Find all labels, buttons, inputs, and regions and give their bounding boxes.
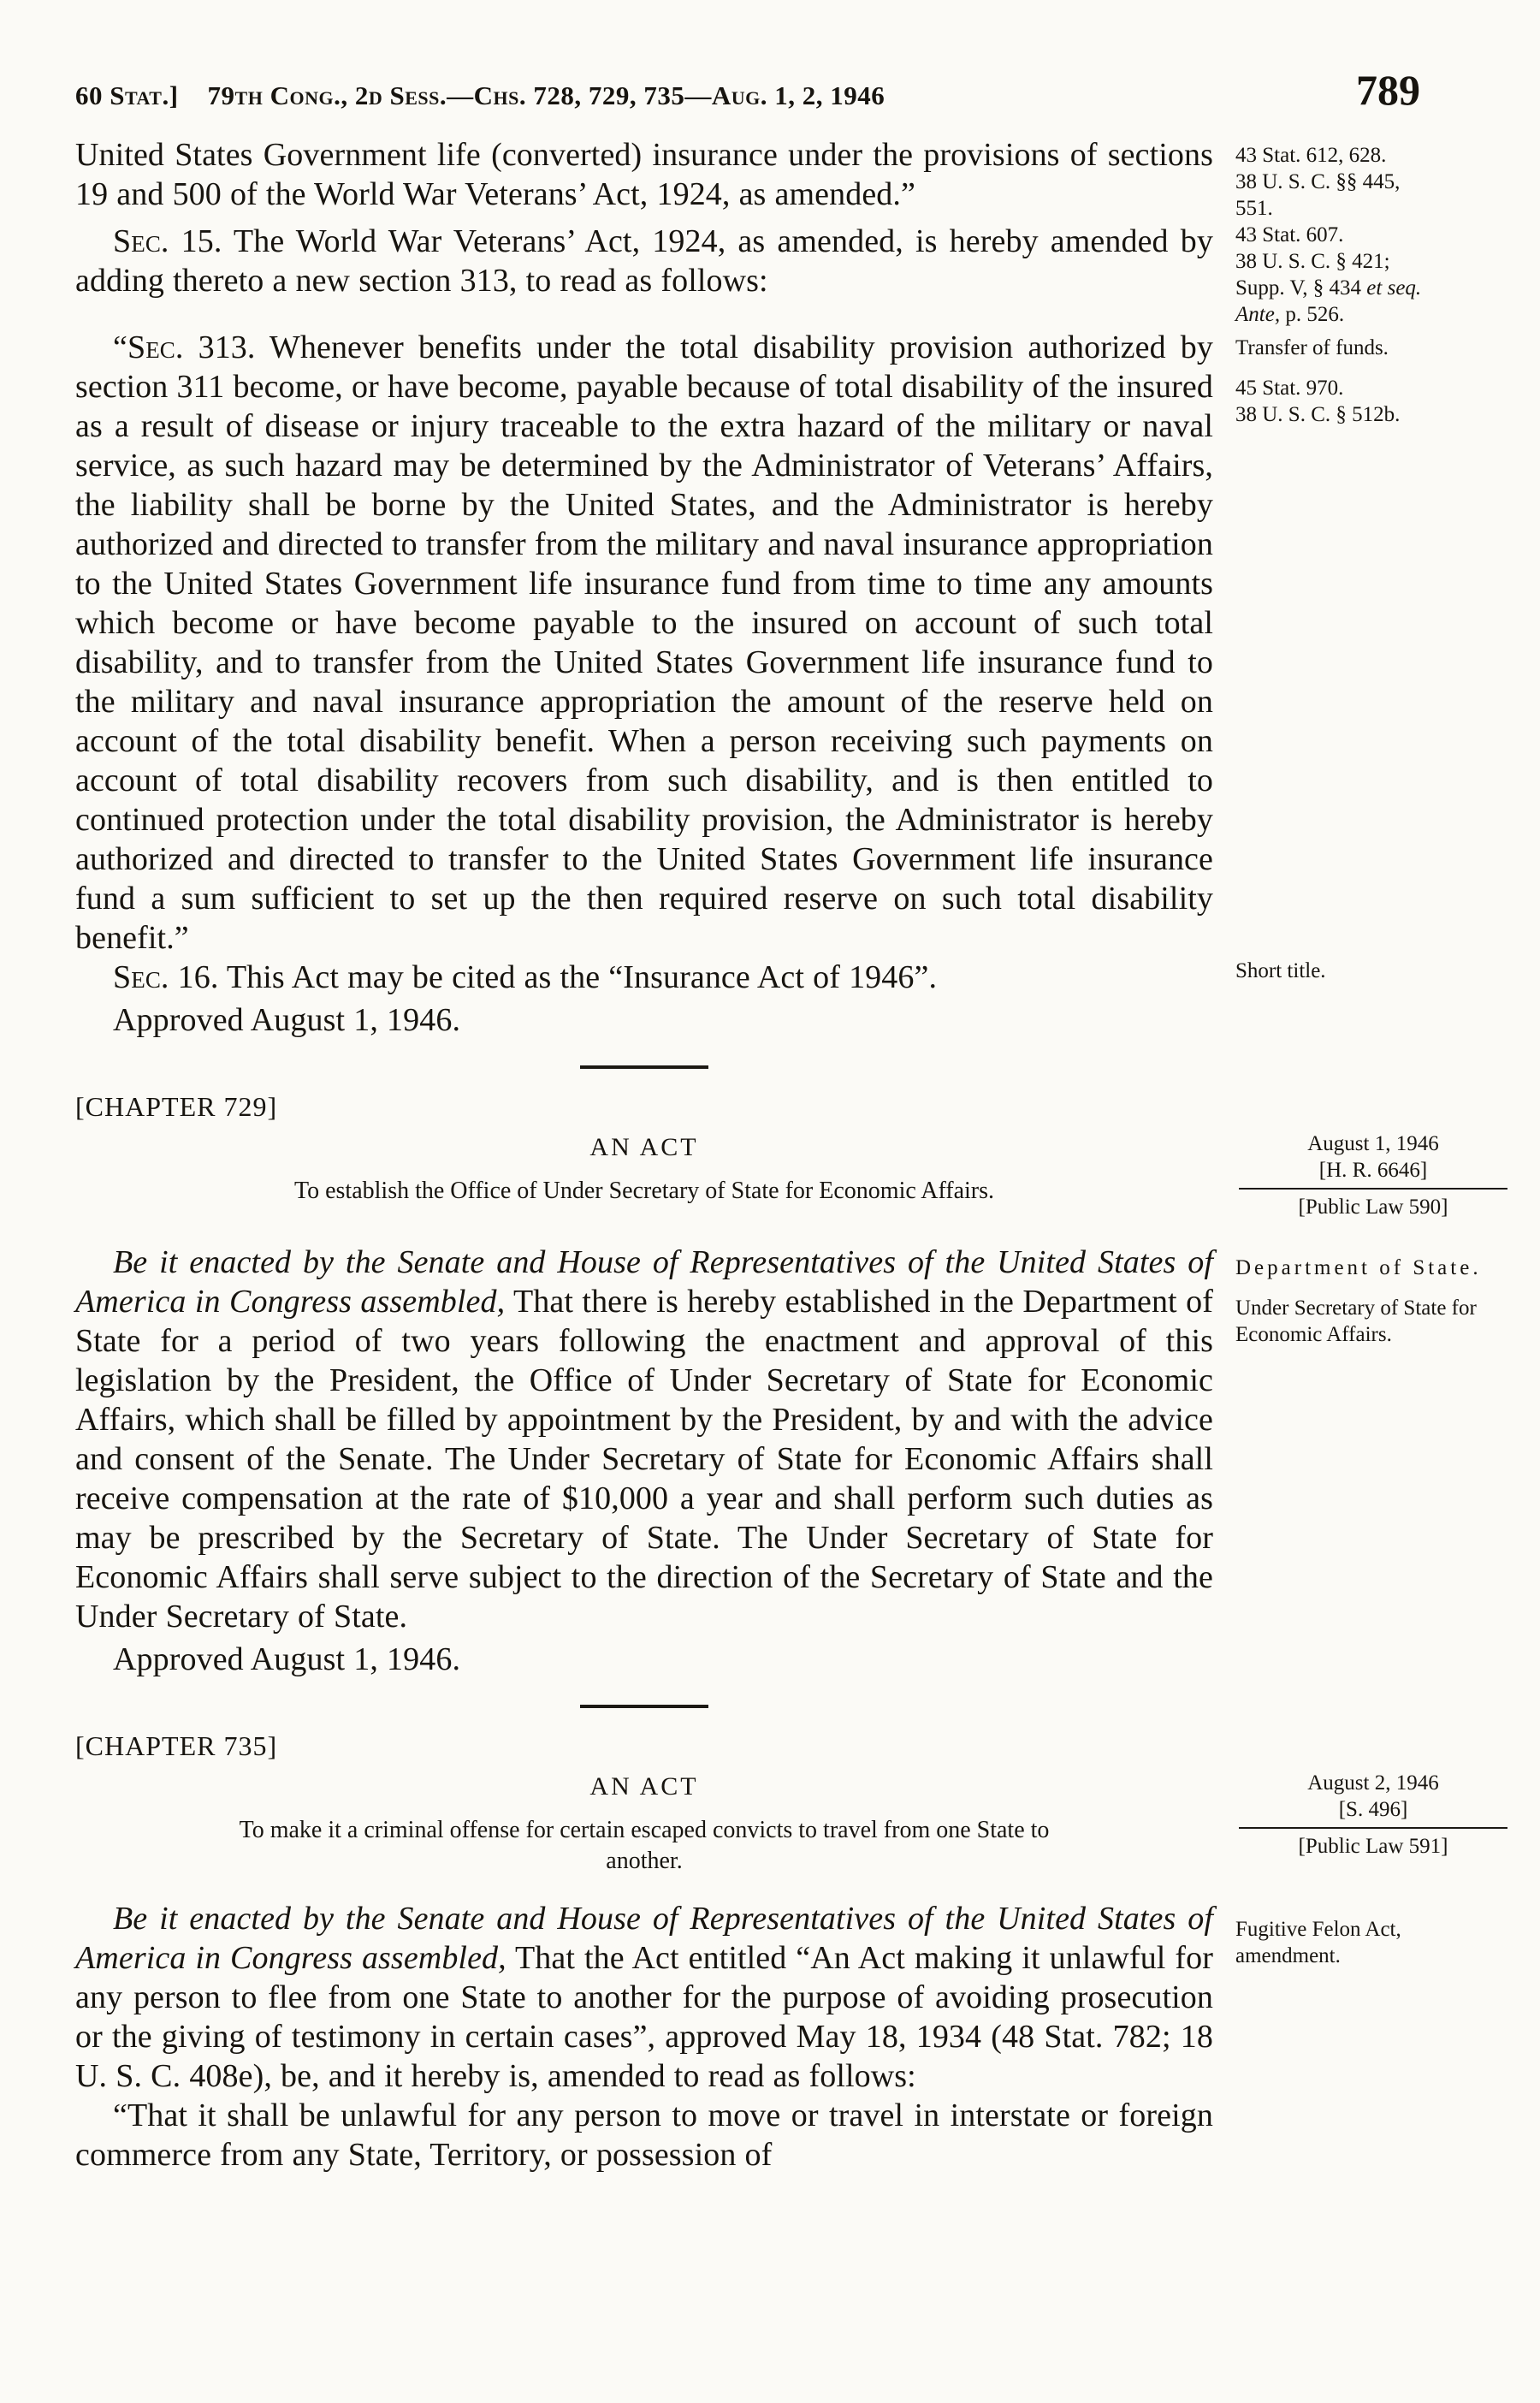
section-label: “Sec. 313. [113,329,256,365]
public-law-number: [Public Law 591] [1298,1835,1448,1858]
enacted-text: That there is hereby established in the Department of State for a period of two years following the enactment and approval of this legislation by the President, the Office of Under Secretary of State for Economic Affairs, which shall be filled by appointment by the President, by and with the advice and consent of the Senate. The Under Secretary of State for Economic Affairs shall receive compensation at the rate of $10,000 a year and shall perform such duties as may be prescribed by the Secretary of State. The Under Secretary of State for Economic Affairs shall serve subject to the direction of the Secretary of State and the Under Secretary of State. [75,1284,1213,1635]
citation-line: 38 U. S. C. § 512b. [1235,403,1401,426]
section-text: The World War Veterans’ Act, 1924, as amended, is hereby amended by adding thereto a new section 313, to read as follows: [75,223,1213,299]
paragraph-continuation: United States Government life (converted) insurance under the provisions of sections 19 and 500 of the World War Veterans’ Act, 1924, as amended.” [75,137,1213,212]
margin-cell [1235,328,1514,428]
citation-line: Ante, p. 526. [1235,303,1345,326]
margin-cell [1235,1220,1514,1348]
enacting-paragraph-729 [75,1243,1213,1636]
act-caption: To establish the Office of Under Secretary of State for Economic Affairs. [293,1178,995,1204]
approval-line: Approved August 1, 1946. [113,1002,461,1038]
section-text: Whenever benefits under the total disability provision authorized by section 311 become, or have become, payable because of total disability of the insured as a result of disease or injury traceable to the extra hazard of the military or naval service, as such hazard may be determined by the Administrator of Veterans’ Affairs, the liability shall be borne by the United States, and the Administrator is hereby authorized and directed to transfer from the military and naval insurance appropriation to the United States Government life insurance fund from time to time any amounts which become or have become payable to the insured on account of such total disability, and to transfer from the United States Government life insurance fund to the military and naval insurance appropriation the amount of the reserve held on account of the total disability benefit. When a person receiving such payments on account of total disability recovers from such disability, and is then entitled to continued protection under the total disability provision, the Administrator is hereby authorized and directed to transfer to the United States Government life insurance fund a sum sufficient to set up the then required reserve on such total disability benefit.” [75,329,1213,956]
chapter-735-heading [75,1730,1213,1877]
page-header [75,66,1514,114]
bill-number: [S. 496] [1338,1798,1408,1821]
margin-note-department-of-state: Department of State. [1235,1256,1482,1279]
margin-note-short-title: Short title. [1235,959,1326,982]
amended-text-paragraph: “That it shall be unlawful for any person to move or travel in interstate or foreign commerce from any State, Territory, or possession of [75,2097,1213,2173]
running-head: 79th Cong., 2d Sess.—Chs. 728, 729, 735—Aug. 1, 2, 1946 [207,80,886,110]
citation-line: 551. [1235,197,1273,220]
margin-cell [1235,1091,1514,1220]
an-act-heading: AN ACT [589,1133,699,1161]
margin-note-transfer-of-funds: Transfer of funds. [1235,336,1389,359]
enacting-clause: Be it enacted by the Senate and House of Representatives of the United States of America in Congress assembled, [75,1244,1213,1320]
section-text: This Act may be cited as the “Insurance Act of 1946”. [218,959,938,995]
section-16-paragraph [75,958,1213,997]
citation-line: 38 U. S. C. §§ 445, [1235,170,1401,193]
page-number: 789 [1356,66,1420,114]
note-rule [1239,1188,1507,1190]
margin-cell [1235,958,1514,984]
citation-line: 45 Stat. 970. [1235,377,1344,400]
enacted-text: That the Act entitled “An Act making it unlawful for any person to flee from one State to another for the purpose of avoiding prosecution or the giving of testimony in certain cases”, approved May 18, 1934 (48 Stat. 782; 18 U. S. C. 408e), be, and it hereby is, amended to read as follows: [75,1940,1213,2094]
citation-line: 43 Stat. 607. [1235,223,1344,246]
margin-cell [1235,1730,1514,1860]
section-313-paragraph [75,328,1213,958]
margin-note-citation-512b [1235,375,1511,428]
divider-rule [580,1065,708,1069]
section-15-paragraph [75,222,1213,300]
enactment-date: August 1, 1946 [1307,1132,1439,1155]
margin-cell [1235,1877,1514,1969]
margin-note-citation-445 [1235,135,1511,222]
public-law-number: [Public Law 590] [1298,1196,1448,1219]
bill-number: [H. R. 6646] [1318,1159,1428,1182]
chapter-number: [CHAPTER 729] [75,1091,278,1122]
page-content [75,135,1514,2175]
section-label: Sec. 15. [113,223,222,259]
enacting-clause: Be it enacted by the Senate and House of Representatives of the United States of America in Congress assembled, [75,1901,1213,1976]
margin-note-fugitive-felon: Fugitive Felon Act, amendment. [1235,1918,1401,1967]
margin-note-under-secretary: Under Secretary of State for Economic Affairs. [1235,1296,1477,1346]
enacting-paragraph-735 [75,1899,1213,2096]
chapter-number: [CHAPTER 735] [75,1730,278,1761]
margin-cell [1235,135,1514,222]
act-caption: To make it a criminal offense for certain escaped convicts to travel from one State to another. [239,1817,1050,1874]
enactment-date: August 2, 1946 [1307,1771,1439,1795]
citation-line: 43 Stat. 612, 628. [1235,144,1387,167]
enactment-date-block [1235,1091,1511,1220]
enactment-date-block [1235,1730,1511,1860]
citation-line: 38 U. S. C. § 421; [1235,250,1390,273]
citation-line: Supp. V, § 434 et seq. [1235,276,1422,300]
section-label: Sec. 16. [113,959,219,995]
chapter-divider [75,1679,1213,1730]
chapter-729-heading [75,1091,1213,1207]
approval-line: Approved August 1, 1946. [113,1641,461,1677]
an-act-heading: AN ACT [589,1772,699,1801]
margin-note-citation-421 [1235,222,1511,328]
margin-cell [1235,222,1514,328]
chapter-divider [75,1040,1213,1091]
volume-citation: 60 Stat.] [75,80,179,110]
divider-rule [580,1705,708,1708]
note-rule [1239,1827,1507,1829]
